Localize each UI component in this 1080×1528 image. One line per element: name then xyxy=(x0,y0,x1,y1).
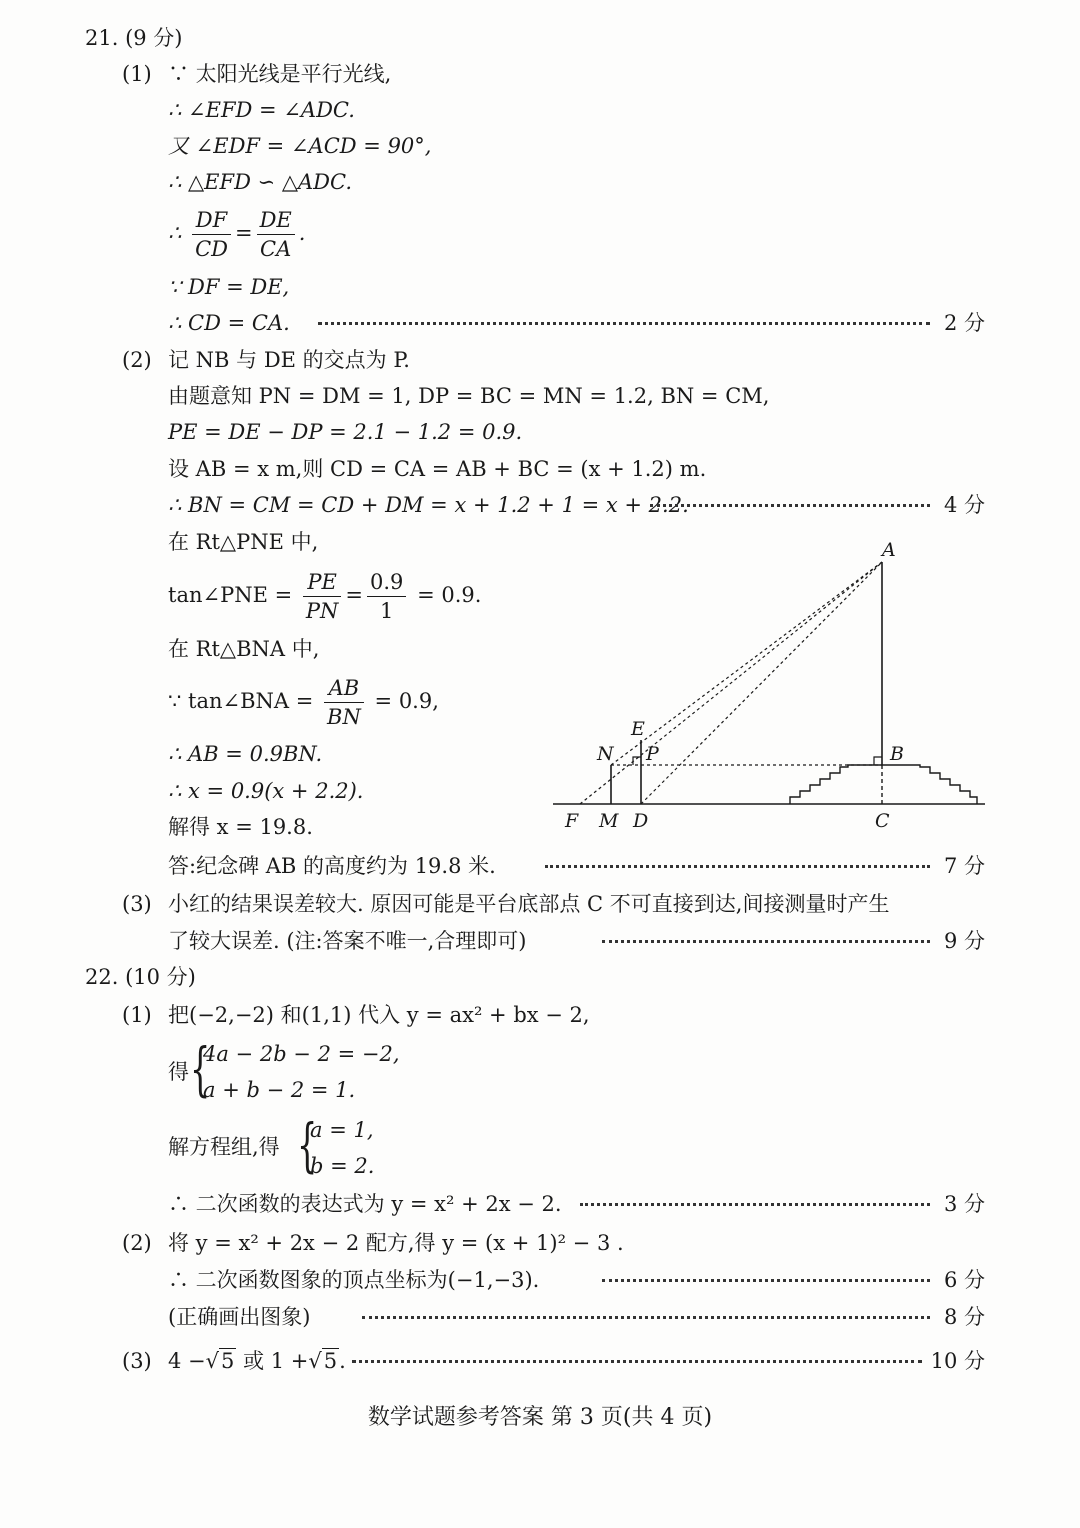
q22-p2-score2: 8 分 xyxy=(943,1305,985,1329)
page-footer: 数学试题参考答案 第 3 页(共 4 页) xyxy=(367,1405,713,1430)
q21-part1-label: (1) xyxy=(122,62,152,86)
dotted-leader xyxy=(362,1316,930,1319)
fraction-numerator: DF xyxy=(192,206,231,235)
fraction-denominator: 1 xyxy=(380,599,394,623)
therefore-symbol: ∴ xyxy=(168,221,182,245)
label-p: P xyxy=(646,743,659,765)
label-a: A xyxy=(882,539,896,561)
q21-p1-line6: ∵ DF = DE, xyxy=(168,275,290,299)
q21-p1-line2: ∴ ∠EFD = ∠ADC. xyxy=(168,98,355,122)
q21-header: 21. (9 分) xyxy=(85,26,183,50)
q21-p1-line4: ∴ △EFD ∽ △ADC. xyxy=(168,170,353,194)
q21-p2-score1: 4 分 xyxy=(943,493,985,517)
q22-p1-eq2: a + b − 2 = 1. xyxy=(203,1078,356,1102)
sqrt-radicand: 5 xyxy=(221,1349,235,1373)
q21-p2-line8: 在 Rt△BNA 中, xyxy=(168,637,320,661)
q21-p2-line12: 解得 x = 19.8. xyxy=(168,815,313,839)
fraction-09-1 xyxy=(367,568,406,625)
q22-p3-line: 4 −√5 或 1 +√5. xyxy=(168,1349,346,1373)
ray-da xyxy=(641,562,882,804)
answer-end: . xyxy=(339,1349,346,1373)
answer-part-a: 4 − xyxy=(168,1349,206,1373)
dotted-leader xyxy=(602,940,930,943)
q22-p1-sol2: b = 2. xyxy=(310,1154,375,1178)
fraction-numerator: 0.9 xyxy=(367,568,406,597)
fraction-denominator: PN xyxy=(305,599,339,623)
q21-p2-line6: 在 Rt△PNE 中, xyxy=(168,530,319,554)
q21-part3-label: (3) xyxy=(122,892,152,916)
dotted-leader xyxy=(650,504,930,507)
q22-p1-de: 得 xyxy=(168,1060,189,1084)
q22-p1-solve: 解方程组,得 xyxy=(168,1135,280,1159)
label-c: C xyxy=(875,810,890,832)
q22-p1-eq1: 4a − 2b − 2 = −2, xyxy=(203,1042,400,1066)
dotted-leader xyxy=(352,1360,922,1363)
label-m: M xyxy=(599,810,619,832)
q22-p3-score: 10 分 xyxy=(930,1349,985,1373)
fraction-denominator: CA xyxy=(260,237,292,261)
platform-steps xyxy=(790,765,977,804)
fraction-numerator: AB xyxy=(324,674,364,703)
q22-p1-sol1: a = 1, xyxy=(310,1118,374,1142)
dotted-leader xyxy=(580,1203,930,1206)
fraction-df-cd xyxy=(192,206,231,263)
q21-p2-line11: ∴ x = 0.9(x + 2.2). xyxy=(168,779,364,803)
label-n: N xyxy=(597,743,614,765)
q22-p1-line1: 把(−2,−2) 和(1,1) 代入 y = ax² + bx − 2, xyxy=(168,1003,590,1027)
answer-connector: 或 1 + xyxy=(243,1349,309,1373)
q21-p2-line4: 设 AB = x m,则 CD = CA = AB + BC = (x + 1.2) m. xyxy=(168,457,707,481)
q22-p1-line5: ∴ 二次函数的表达式为 y = x² + 2x − 2. xyxy=(168,1192,562,1216)
q21-p2-line3: PE = DE − DP = 2.1 − 1.2 = 0.9. xyxy=(168,420,523,444)
fraction-numerator: PE xyxy=(303,568,342,597)
q21-p2-line7: tan∠PNE = $\frac{PE}{PN}$ = $\frac{0.9}{1}$ = 0.9. xyxy=(168,570,482,623)
q21-p3-line1: 小红的结果误差较大. 原因可能是平台底部点 C 不可直接到达,间接测量时产生 xyxy=(168,892,890,916)
label-e: E xyxy=(631,718,645,740)
tan-pne-label: tan∠PNE = xyxy=(168,583,293,607)
q21-p2-line10: ∴ AB = 0.9BN. xyxy=(168,742,323,766)
q21-p3-line2: 了较大误差. (注:答案不唯一,合理即可) xyxy=(168,929,527,953)
q22-p2-score1: 6 分 xyxy=(943,1268,985,1292)
q22-part3-label: (3) xyxy=(122,1349,152,1373)
q21-p1-line3: 又 ∠EDF = ∠ACD = 90°, xyxy=(168,134,432,158)
sqrt-radicand: 5 xyxy=(323,1349,338,1373)
q21-p3-score: 9 分 xyxy=(943,929,985,953)
result-text: = 0.9. xyxy=(417,583,482,607)
q21-p2-score2: 7 分 xyxy=(943,854,985,878)
q21-p1-line1: ∵ 太阳光线是平行光线, xyxy=(168,62,392,86)
fraction-de-ca xyxy=(257,206,295,263)
fraction-ab-bn xyxy=(324,674,364,731)
q21-p2-line5: ∴ BN = CM = CD + DM = x + 1.2 + 1 = x + 2.2. xyxy=(168,493,689,517)
q21-p2-line2: 由题意知 PN = DM = 1, DP = BC = MN = 1.2, BN = CM, xyxy=(168,384,770,408)
result-text: = 0.9, xyxy=(374,689,439,713)
ray-na xyxy=(611,562,882,765)
dotted-leader xyxy=(318,322,930,325)
q21-p2-line9 xyxy=(168,672,439,731)
brace-icon: { xyxy=(190,1035,211,1103)
fraction-pe-pn xyxy=(303,568,342,625)
fraction-denominator: CD xyxy=(195,237,228,261)
ray-fa xyxy=(580,562,882,804)
q21-p1-score: 2 分 xyxy=(943,311,985,335)
monument-diagram xyxy=(545,535,995,840)
q21-p2-line1: 记 NB 与 DE 的交点为 P. xyxy=(168,348,410,372)
q22-part2-label: (2) xyxy=(122,1231,152,1255)
label-d: D xyxy=(633,810,649,832)
label-f: F xyxy=(565,810,579,832)
q22-p2-line1: 将 y = x² + 2x − 2 配方,得 y = (x + 1)² − 3 . xyxy=(168,1231,624,1255)
q22-p2-line2: ∴ 二次函数图象的顶点坐标为(−1,−3). xyxy=(168,1268,540,1292)
dotted-leader xyxy=(545,865,930,868)
dotted-leader xyxy=(602,1279,930,1282)
q22-part1-label: (1) xyxy=(122,1003,152,1027)
q22-header: 22. (10 分) xyxy=(85,965,196,989)
q22-p2-line3: (正确画出图象) xyxy=(168,1305,311,1329)
q21-p1-line7: ∴ CD = CA. xyxy=(168,311,290,335)
q21-part2-label: (2) xyxy=(122,348,152,372)
label-b: B xyxy=(890,743,904,765)
right-angle-b xyxy=(874,757,882,765)
q22-p1-score: 3 分 xyxy=(943,1192,985,1216)
fraction-numerator: DE xyxy=(257,206,295,235)
brace-icon: { xyxy=(297,1111,318,1179)
tan-bna-label: ∵ tan∠BNA = xyxy=(168,689,314,713)
q21-p2-line13: 答:纪念碑 AB 的高度约为 19.8 米. xyxy=(168,854,496,878)
q21-p1-line5: ∴ $\frac{DF}{CD}$ = $\frac{DE}{CA}$ . xyxy=(168,208,306,261)
fraction-denominator: BN xyxy=(327,705,361,729)
